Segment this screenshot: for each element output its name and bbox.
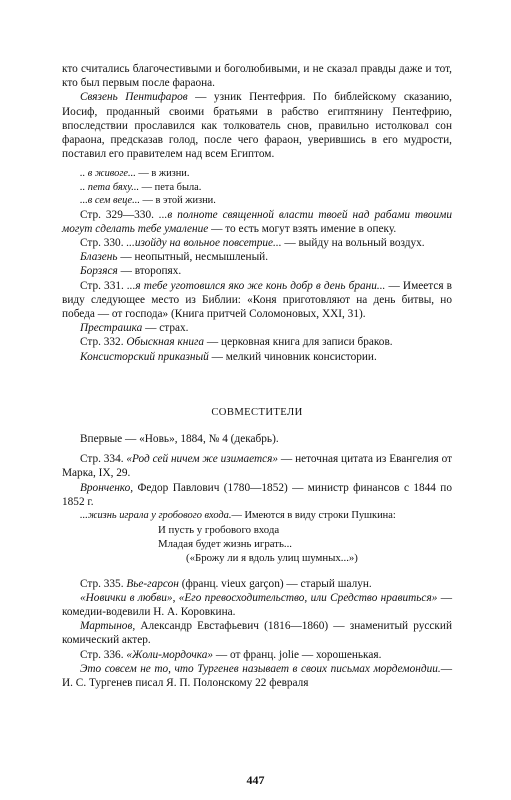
term: .. в живоге... [80,168,136,180]
definition: — Имеются в виду строки Пушкина: [231,510,396,522]
text-column [62,62,452,690]
note [62,335,452,349]
definition: — пета была. [139,181,202,193]
note [62,321,452,335]
note [62,236,452,250]
poem-line: Младая будет жизнь играть... [158,537,292,550]
page-ref: Стр. 331. [80,279,127,292]
paragraph [62,62,452,90]
term: «Новички в любви» [80,591,173,604]
term: Связень Пентифаров [80,91,188,104]
term: Вронченко, [80,481,134,494]
term: ...в сем веце... [80,195,140,207]
definition: Александр Евстафьевич (1816—1860) — знаменитый русский комический актер. [62,620,452,647]
definition: — Имеется в виду следующее место из Библии: «Коня приготовляют на день битвы, но победа — от господа» (Книга притчей Соломоновых, XXI, 31). [62,279,452,321]
definition: — комедии-водевили Н. А. Коровкина. [62,591,453,618]
definition: — И. С. Тургенев писал Я. П. Полонскому 22 февраля [62,662,452,689]
definition: Федор Павлович (1780—1852) — министр финансов с 1844 по 1852 г. [62,481,452,508]
definition: — от франц. jolie — хорошенькая. [213,648,382,661]
page-ref: Стр. 330. [80,237,127,250]
note [62,250,452,264]
page-ref: Стр. 332. [80,336,127,349]
note [62,452,452,480]
poem-source: («Брожу ли я вдоль улиц шумных...») [186,551,358,564]
term: Борзяся [80,265,118,278]
term: Блазень [80,251,118,264]
paragraph-text: кто считались благочестивыми и боголюбивыми, и не сказал правды даже и тот, кто был первым после фараона. [62,63,452,90]
spacer [62,364,452,404]
note [62,577,452,591]
page-ref: Стр. 336. [80,648,127,661]
definition: — неопытный, несмышленый. [117,251,269,264]
poem-line: И пусть у гробового входа [158,523,280,536]
definition: (франц. vieux garçon) — старый шалун. [178,577,372,590]
term: ...я тебе уготовился яко же конь добр в день брани... [126,279,386,292]
separator: , [172,591,179,604]
term: Престрашка [80,322,143,335]
term: ...жизнь играла у гробового входа. [80,510,232,522]
section-heading: СОВМЕСТИТЕЛИ [211,406,303,418]
note [62,509,452,522]
note [62,648,452,662]
note [62,662,452,690]
term: «Его превосходительство, или Средство нравиться» [178,591,438,604]
page-ref: Стр. 334. [80,453,127,466]
note [62,208,452,236]
definition: — то есть могут взять имение в опеку. [208,222,397,235]
term: Консисторский приказный [80,350,209,363]
term: ...в полноте священной власти твоей над рабами твоими могут сделать тебе умаление [62,208,453,235]
note [62,264,452,278]
note [62,481,452,509]
term: Обыскная книга [126,336,205,349]
paragraph [62,90,452,161]
term: «Жоли-мордочка» [126,648,214,661]
definition: — второпях. [117,265,182,278]
definition: — страх. [142,322,189,335]
page-ref: Стр. 335. [80,577,127,590]
note [62,279,452,322]
term: Это совсем не то, что Тургенев называет в своих письмах мордемондии. [80,662,441,675]
term: Мартынов, [80,620,136,633]
note [62,350,452,364]
publication-note: Впервые — «Новь», 1884, № 4 (декабрь). [80,433,279,446]
gloss-line [62,194,452,207]
definition: — выйду на вольный воздух. [281,237,425,250]
definition: — узник Пентефрия. По библейскому сказанию, Иосиф, проданный своими братьями в рабство египтянину Пентефрию, впоследствии прославился как толкователь снов, правильно истолковал сон фараона, предсказав голод, после чего фараон, уверившись в его мудрости, поставил его правителем над всем Египтом. [62,91,452,161]
definition: — в жизни. [135,168,190,180]
poem-quote [62,523,452,565]
definition: — неточная цитата из Евангелия от Марка, IX, 29. [62,453,453,480]
term: .. пета бяху... [80,181,140,193]
note [62,591,452,619]
term: «Род сей ничем же изимается» [126,453,279,466]
definition: — мелкий чиновник консистории. [208,350,377,363]
gloss-line [62,167,452,180]
definition: — церковная книга для записи браков. [204,336,393,349]
gloss-line [62,181,452,194]
term: ...изойду на вольное повсетрие... [126,237,282,250]
note [62,619,452,647]
page-number: 447 [246,773,265,787]
term: Вье-гарсон [126,577,179,590]
page-ref: Стр. 329—330. [80,208,159,221]
definition: — в этой жизни. [139,195,216,207]
